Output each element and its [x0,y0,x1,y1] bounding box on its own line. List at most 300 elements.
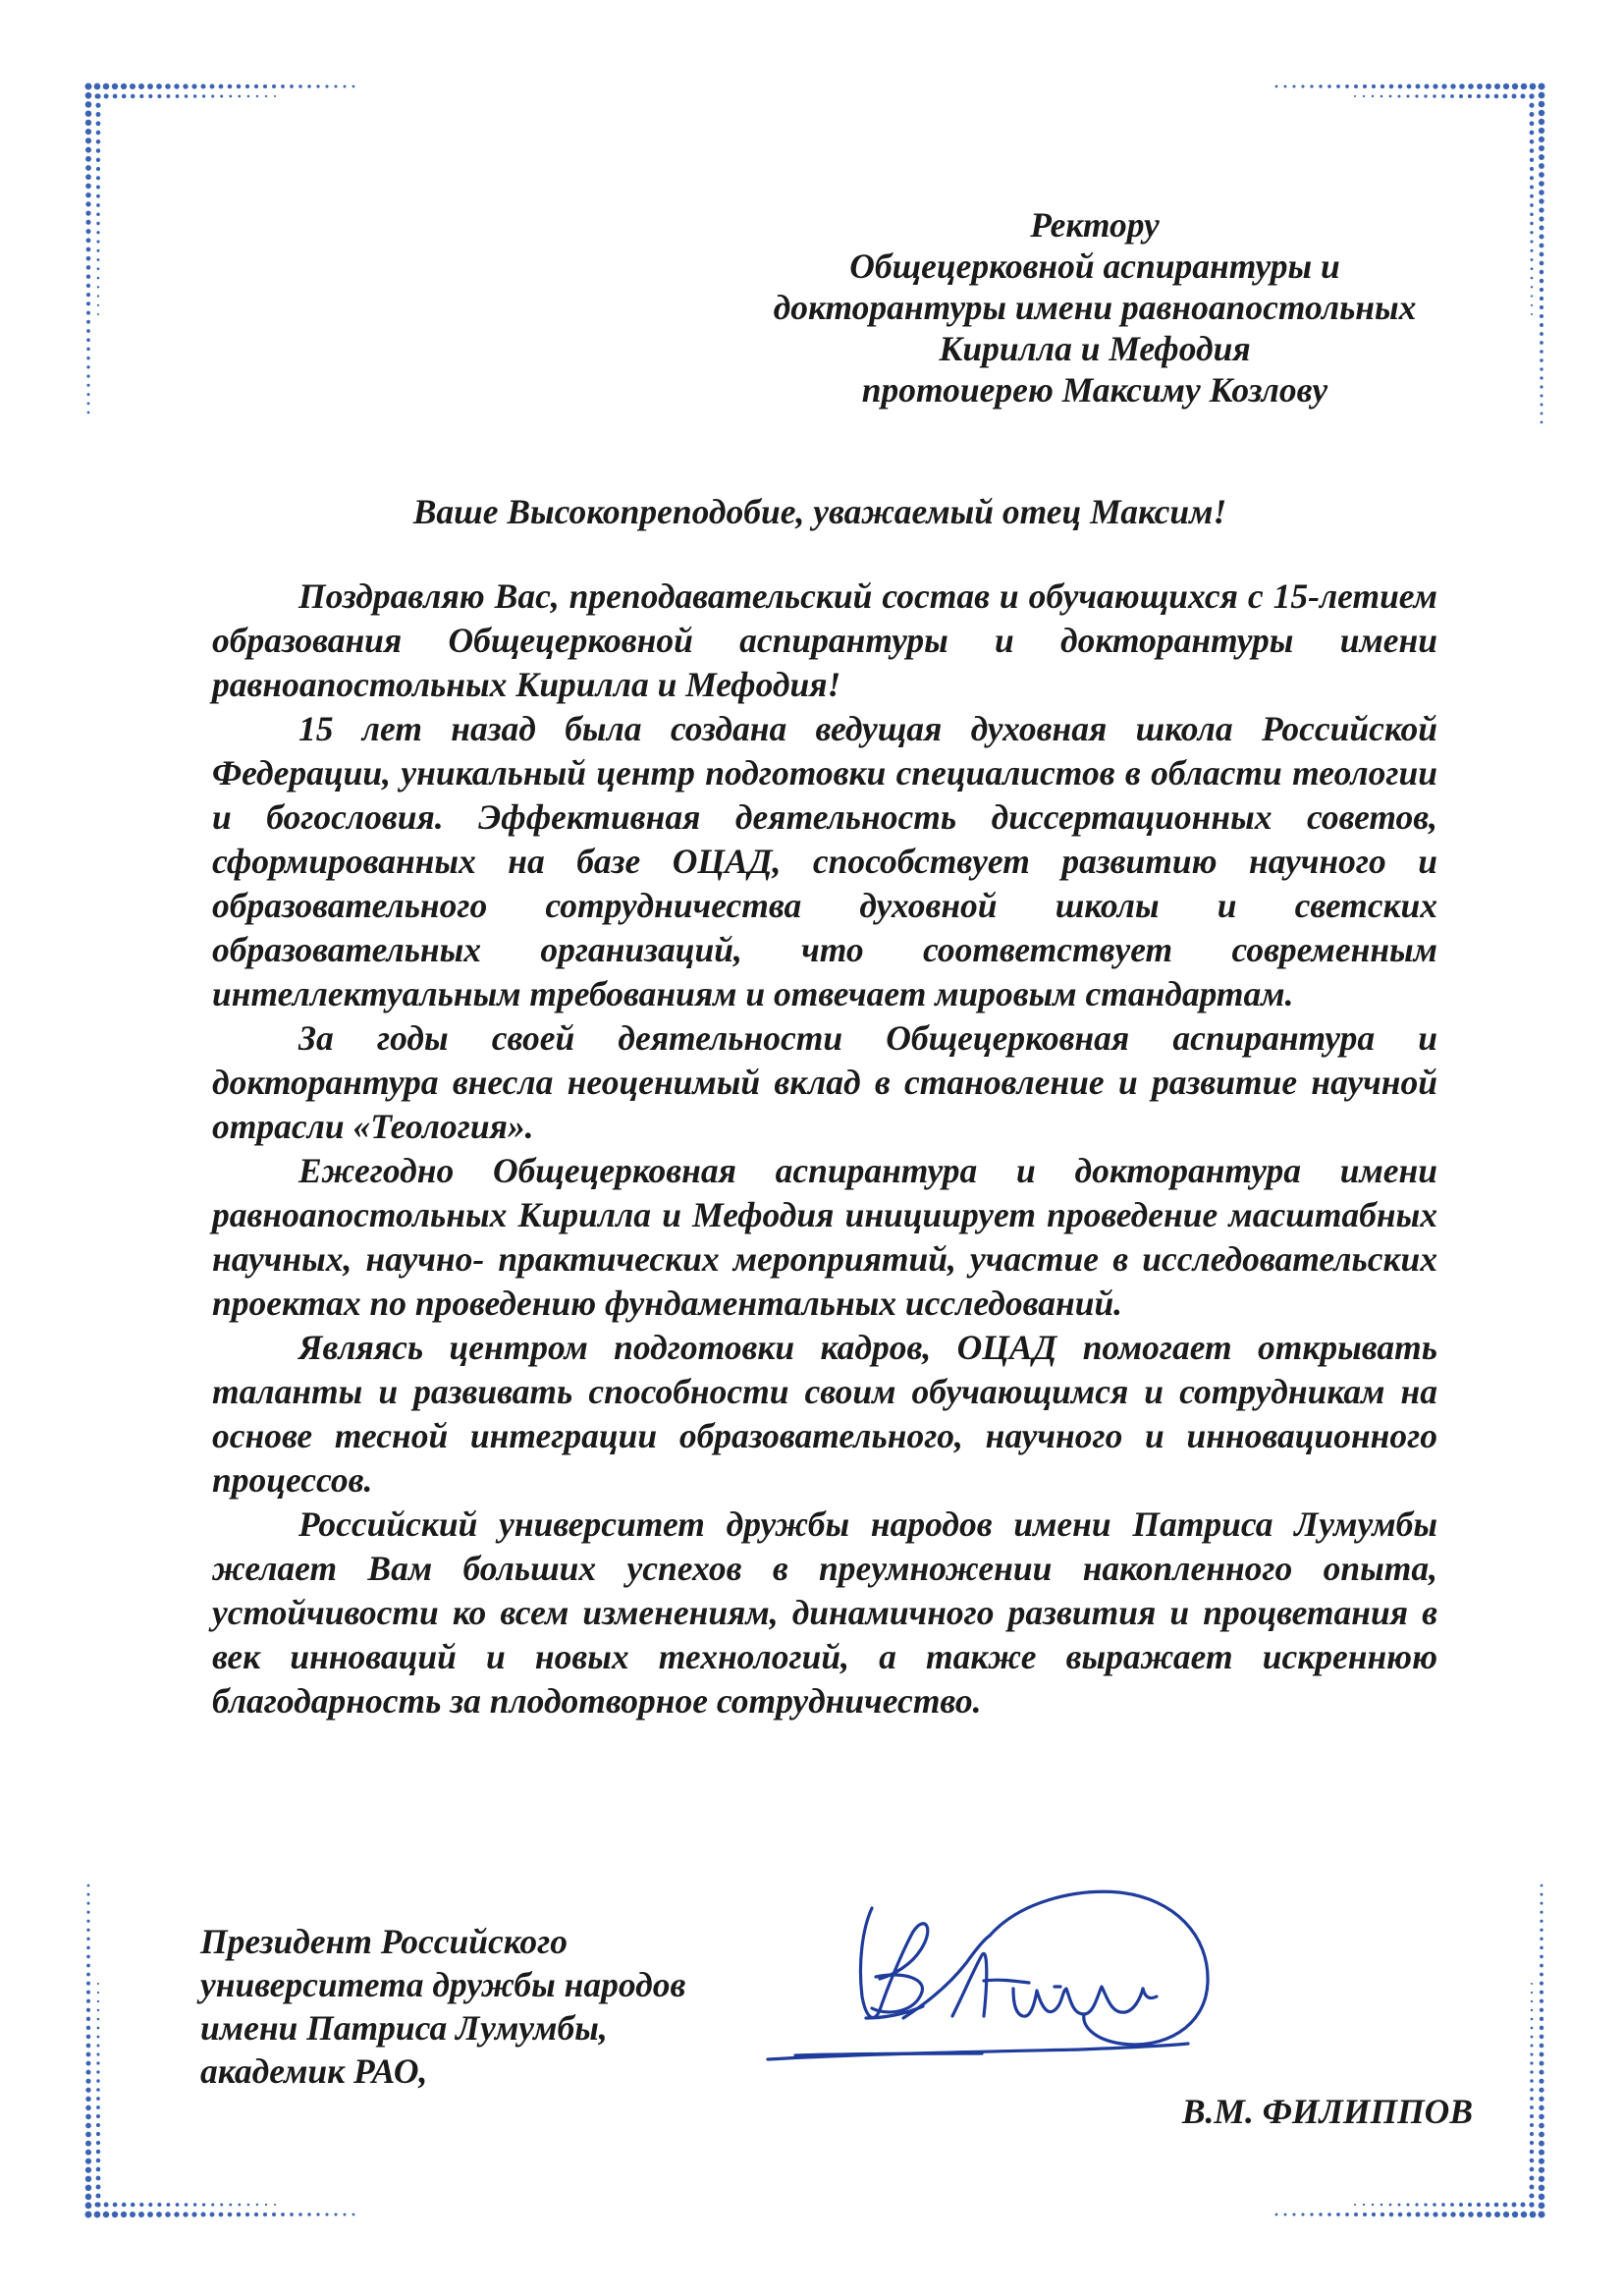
frame-dot [86,2061,91,2066]
frame-dot [85,120,91,126]
frame-dot [1539,181,1544,187]
frame-dot [1540,297,1543,301]
frame-dot [1398,2204,1401,2207]
frame-dot [200,2212,205,2216]
frame-dot [211,2203,214,2206]
frame-dot [1530,2176,1535,2181]
frame-dot [166,2203,170,2207]
frame-dot [1468,2203,1472,2207]
frame-dot [1531,277,1534,280]
frame-dot [96,2123,100,2127]
frame-dot [1530,2070,1533,2073]
frame-dot [85,201,90,206]
frame-dot [237,84,241,88]
frame-dot [220,95,223,98]
frame-dot [1486,2212,1491,2217]
frame-dot [1540,2061,1544,2066]
frame-dot [86,2026,90,2030]
frame-dot [86,284,90,288]
frame-dot [85,129,91,135]
frame-dot [1301,84,1304,87]
frame-dot [86,320,90,324]
frame-dot [238,95,241,98]
frame-dot [96,2097,100,2101]
frame-dot [1336,84,1340,88]
frame-dot [1530,176,1534,180]
frame-dot [1494,83,1500,89]
frame-dot [1354,95,1356,97]
frame-dot [97,2018,100,2021]
frame-dot [156,83,162,89]
frame-dot [104,94,109,99]
frame-dot [1380,2213,1384,2216]
frame-dot [1531,1983,1533,1985]
frame-dot [1354,84,1358,88]
frame-dot [1415,94,1418,97]
frame-dot [1531,258,1534,261]
frame-dot [1363,2213,1367,2216]
frame-dot [96,148,100,152]
frame-dot [96,2061,99,2064]
frame-dot [96,139,101,144]
frame-dot [86,311,90,315]
frame-dot [325,84,328,87]
body-paragraph: Являясь центром подготовки кадров, ОЦАД помогает открывать таланты и развивать способности своим обучающимся и сотрудникам на основе тесной интеграции образовательного, научного и инновационного процессов. [212,1328,1437,1500]
frame-dot [86,293,90,297]
frame-dot [85,220,90,225]
frame-dot [1540,1982,1543,1986]
frame-dot [1540,288,1543,292]
frame-dot [1539,2167,1544,2173]
frame-dot [1540,341,1543,345]
frame-dot [1531,2009,1533,2011]
frame-dot [1433,94,1435,97]
frame-dot [1540,244,1544,248]
frame-dot [1539,163,1544,169]
frame-dot [112,2212,118,2217]
frame-dot [1284,2214,1287,2216]
frame-dot [97,1992,99,1994]
frame-dot [1539,145,1544,151]
frame-dot [1530,158,1534,162]
frame-dot [103,83,110,90]
frame-dot [96,2105,100,2109]
frame-dot [96,2167,101,2172]
frame-dot [85,2159,91,2164]
frame-dot [1486,83,1491,89]
frame-dot [1398,2213,1403,2217]
frame-dot [1539,172,1544,178]
addressee-line: Кирилла и Мефодия [939,329,1251,368]
frame-dot [86,274,90,278]
frame-dot [1372,95,1374,97]
frame-dot [86,265,91,270]
frame-dot [1531,267,1534,270]
frame-dot [174,83,179,88]
frame-dot [1539,225,1543,230]
frame-dot [97,286,99,288]
frame-dot [1468,94,1472,98]
frame-dot [1540,252,1544,257]
frame-dot [1531,304,1533,306]
frame-dot [95,93,100,98]
frame-dot [96,2132,100,2136]
frame-dot [1539,2123,1544,2129]
frame-dot [1540,1973,1543,1977]
frame-dot [247,95,250,98]
frame-dot [96,231,99,234]
frame-dot [1503,2203,1508,2208]
frame-dot [1529,93,1534,98]
frame-dot [316,84,319,87]
frame-dot [1530,2123,1534,2127]
frame-dot [138,2212,144,2217]
frame-dot [256,95,258,97]
frame-dot [1539,2185,1544,2191]
frame-dot [316,2213,319,2215]
frame-dot [191,2212,196,2216]
frame-dot [229,95,232,98]
frame-dot [1540,1929,1543,1932]
frame-dot [281,84,285,88]
frame-dot [307,84,310,87]
frame-dot [147,2212,153,2217]
frame-dot [1416,2213,1421,2217]
frame-dot [113,2203,118,2208]
frame-dot [247,2204,250,2207]
frame-dot [1539,2203,1545,2210]
frame-dot [87,1893,90,1896]
frame-dot [1539,2141,1544,2147]
frame-dot [85,165,91,171]
frame-dot [97,2000,99,2002]
frame-dot [96,213,100,217]
frame-dot [1310,2213,1313,2215]
frame-dot [95,2193,100,2198]
frame-dot [97,2036,100,2039]
frame-dot [1540,314,1543,318]
frame-dot [86,365,89,368]
frame-dot [96,176,100,180]
frame-dot [263,84,267,88]
frame-dot [85,2097,90,2102]
frame-dot [1540,2044,1544,2049]
frame-dot [1540,358,1543,361]
frame-dot [85,2185,91,2191]
frame-dot [335,85,338,88]
frame-dot [325,2213,328,2215]
frame-dot [1407,2213,1412,2217]
frame-dot [263,2213,267,2216]
frame-dot [95,103,100,108]
frame-dot [1301,2213,1304,2215]
frame-dot [1275,85,1278,88]
frame-dot [1512,83,1518,89]
frame-dot [122,94,127,99]
frame-dot [1539,2105,1543,2110]
frame-dot [174,2212,179,2216]
frame-dot [1539,2114,1544,2120]
frame-dot [96,2114,100,2118]
frame-dot [85,2123,91,2129]
frame-dot [103,2212,110,2218]
frame-dot [85,2088,90,2093]
frame-dot [1531,295,1533,297]
frame-dot [112,83,118,89]
frame-dot [185,2203,189,2207]
frame-dot [200,83,205,88]
frame-dot [185,94,189,98]
frame-dot [97,1983,99,1985]
frame-dot [1468,83,1474,89]
frame-dot [1477,94,1481,98]
frame-dot [1459,94,1463,98]
frame-dot [1354,2204,1356,2206]
frame-dot [87,1885,90,1887]
frame-dot [1539,2150,1544,2156]
frame-dot [1530,2061,1533,2064]
frame-dot [1530,2114,1534,2118]
frame-dot [1372,84,1376,88]
frame-dot [1541,421,1543,424]
frame-dot [1275,2214,1278,2216]
frame-dot [148,2203,152,2207]
frame-dot [1530,2212,1537,2218]
frame-dot [1521,2212,1528,2218]
frame-dot [96,222,99,225]
frame-dot [229,2204,232,2207]
frame-dot [1477,83,1483,89]
frame-dot [1398,84,1403,89]
frame-dot [1531,2045,1534,2048]
frame-dot [86,384,89,387]
frame-dot [272,2213,276,2216]
frame-dot [1540,1955,1543,1959]
frame-dot [138,83,144,89]
frame-dot [1459,83,1465,89]
frame-dot [1389,95,1392,98]
salutation: Ваше Высокопреподобие, уважаемый отец Максим! [412,492,1227,531]
frame-dot [1531,2027,1534,2030]
frame-dot [1540,350,1543,354]
frame-dot [85,2114,91,2120]
frame-dot [344,85,347,88]
handwritten-signature [756,1871,1267,2087]
frame-dot [1459,2212,1465,2217]
frame-dot [85,83,92,90]
frame-dot [1531,286,1533,288]
frame-dot [1531,1992,1533,1994]
frame-dot [1450,2212,1455,2216]
frame-dot [202,2203,205,2206]
frame-dot [254,84,258,88]
frame-dot [1293,2214,1296,2216]
frame-dot [96,2150,100,2154]
frame-dot [86,356,89,359]
frame-dot [165,2212,171,2217]
frame-dot [1372,2213,1376,2216]
frame-dot [131,94,135,98]
frame-dot [245,2213,249,2216]
frame-dot [97,313,99,315]
frame-dot [97,304,99,306]
frame-dot [1539,207,1543,212]
frame-dot [1540,1999,1543,2003]
frame-dot [1531,2000,1533,2002]
frame-dot [1530,131,1535,136]
frame-dot [1530,2185,1535,2190]
frame-dot [1529,2202,1534,2207]
frame-dot [307,2213,310,2215]
frame-dot [298,2213,302,2216]
frame-dot [97,267,100,270]
frame-dot [1539,92,1545,99]
frame-dot [1380,2204,1383,2207]
frame-dot [86,1991,90,1995]
frame-dot [86,229,91,234]
frame-dot [1433,2212,1437,2216]
frame-dot [85,2141,91,2147]
frame-dot [96,2070,99,2073]
frame-dot [1486,2203,1489,2207]
frame-dot [1284,85,1287,88]
frame-dot [96,2185,101,2190]
frame-dot [1540,2017,1543,2021]
frame-dot [1530,222,1533,225]
frame-dot [1327,84,1331,88]
frame-dot [96,131,101,136]
frame-dot [86,1911,89,1914]
frame-dot [1539,137,1544,142]
frame-dot [1540,270,1544,275]
frame-dot [85,184,91,190]
frame-dot [1503,2212,1509,2217]
frame-dot [95,2202,100,2207]
frame-dot [85,174,91,180]
frame-dot [1494,2212,1500,2217]
frame-dot [1530,213,1534,217]
frame-dot [96,194,100,198]
frame-dot [1539,198,1543,203]
frame-dot [1380,95,1383,98]
frame-dot [85,110,91,116]
signature-title-line: университета дружбы народов [200,1965,686,2004]
frame-dot [121,83,127,89]
frame-dot [1512,94,1517,99]
signature-title [200,1920,789,2093]
frame-dot [1531,313,1533,315]
frame-dot [96,2079,99,2082]
frame-dot [1363,2204,1365,2206]
frame-dot [86,2008,90,2012]
frame-dot [1530,2097,1534,2101]
frame-dot [1541,1902,1543,1905]
frame-dot [344,2214,347,2216]
frame-dot [1541,404,1543,407]
frame-dot [97,2027,100,2030]
frame-dot [86,338,90,342]
frame-dot [202,94,205,97]
frame-dot [1530,203,1534,207]
frame-dot [148,94,152,98]
frame-dot [1398,95,1401,98]
frame-dot [1424,83,1429,88]
signature-title-line: Президент Российского [200,1922,568,1961]
frame-dot [85,2132,91,2138]
body-paragraph: Российский университет дружбы народов имени Патриса Лумумбы желает Вам больших успехов в преумножении накопленного опыта, устойчивости ко всем изменениям, динамичного развития и процветания в век инноваций и новых технологий, а также выражает искреннюю благодарность за плодотворное сотрудничество. [212,1504,1437,1721]
frame-dot [86,2017,90,2021]
frame-dot [1539,83,1545,90]
frame-dot [1406,2203,1409,2206]
frame-dot [191,83,196,88]
frame-dot [1406,94,1409,97]
frame-dot [86,256,91,261]
frame-dot [1530,2132,1534,2136]
frame-dot [86,238,91,243]
frame-dot [1450,83,1455,88]
frame-dot [1540,1911,1543,1914]
frame-dot [96,167,100,171]
frame-dot [85,156,91,162]
frame-dot [96,203,100,207]
frame-dot [183,83,188,88]
frame-dot [272,84,276,88]
frame-dot [290,84,294,88]
frame-dot [131,2203,135,2207]
frame-dot [96,121,101,126]
frame-dot [1363,95,1365,97]
frame-dot [1539,101,1545,108]
frame-dot [97,2009,99,2011]
frame-dot [1540,332,1543,336]
frame-dot [1530,121,1535,126]
addressee-line: докторантуры имени равноапостольных [773,288,1417,327]
frame-dot [281,2213,285,2216]
frame-dot [1539,128,1544,134]
frame-dot [1415,2203,1418,2206]
frame-dot [228,84,233,89]
frame-dot [156,2212,162,2217]
frame-dot [1530,167,1534,171]
frame-dot [165,83,171,89]
frame-dot [1319,84,1322,87]
frame-dot [86,348,90,352]
frame-dot [193,94,196,97]
frame-dot [85,210,90,215]
frame-dot [1372,2204,1374,2206]
frame-dot [1531,249,1534,252]
frame-dot [1486,94,1489,98]
frame-dot [97,2045,100,2048]
frame-dot [352,85,355,88]
frame-dot [1540,279,1543,283]
frame-dot [139,2203,143,2207]
frame-dot [1539,190,1544,195]
frame-dot [1539,2159,1544,2164]
frame-dot [1459,2203,1463,2207]
frame-dot [1539,110,1544,116]
frame-dot [1540,1991,1543,1995]
frame-dot [121,2212,127,2217]
frame-dot [96,186,100,190]
frame-dot [265,95,267,97]
frame-dot [1539,2194,1545,2201]
frame-dot [85,2070,90,2075]
frame-dot [1424,2212,1429,2216]
frame-dot [1539,2079,1543,2084]
frame-dot [193,2203,196,2206]
frame-dot [1494,94,1499,99]
